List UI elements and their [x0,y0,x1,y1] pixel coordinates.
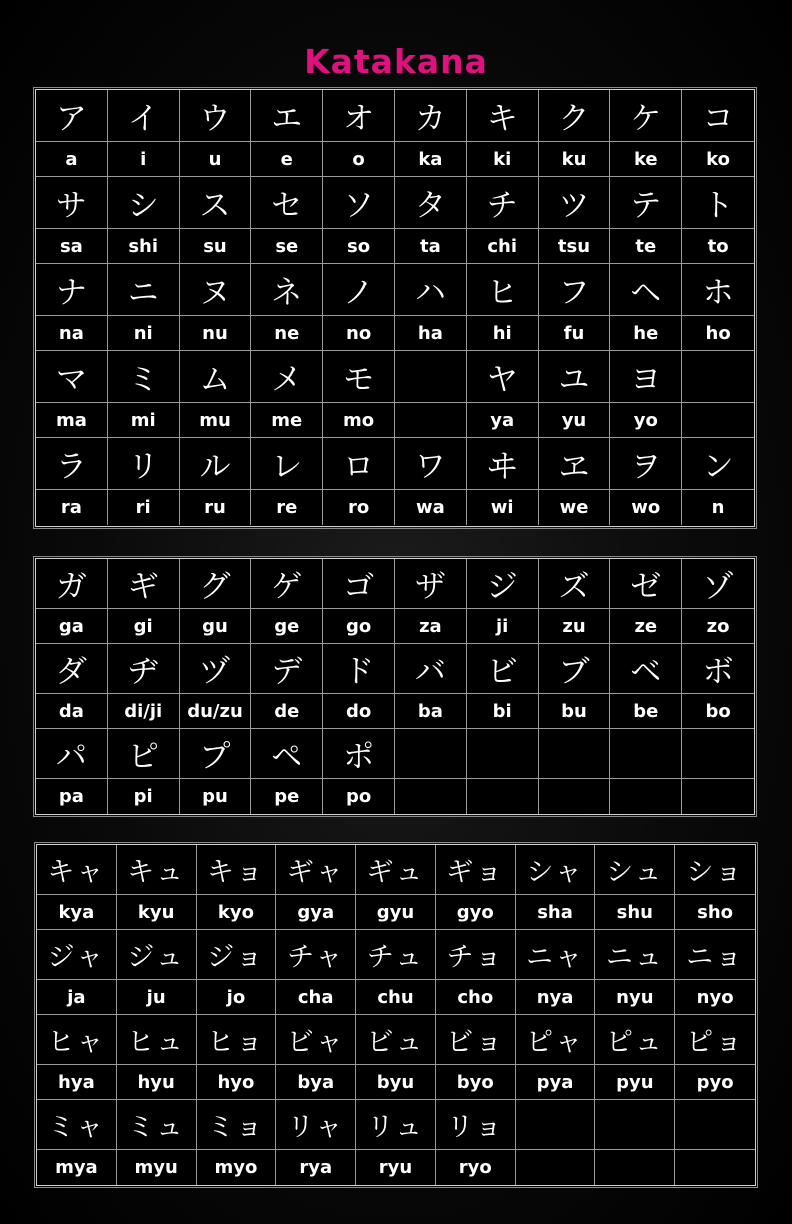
kana-cell: ヅ [180,644,252,694]
kana-cell: ヒュ [117,1015,197,1065]
kana-cell: ン [682,438,754,490]
kana-cell: リョ [436,1100,516,1150]
kana-cell: ヒ [467,264,539,316]
romaji-cell: hyo [197,1065,277,1100]
kana-cell: テ [610,177,682,229]
kana-cell: ヲ [610,438,682,490]
kana-cell: シュ [595,845,675,895]
romaji-cell: bi [467,694,539,729]
kana-cell: ヰ [467,438,539,490]
kana-cell: ビュ [356,1015,436,1065]
kana-cell: エ [251,90,323,142]
kana-cell: ゼ [610,559,682,609]
romaji-cell: hyu [117,1065,197,1100]
romaji-cell: pyo [675,1065,755,1100]
kana-cell: ツ [539,177,611,229]
romaji-cell: chu [356,980,436,1015]
kana-cell: プ [180,729,252,779]
romaji-cell: ji [467,609,539,644]
kana-cell: ピ [108,729,180,779]
kana-cell: ポ [323,729,395,779]
kana-cell: ジ [467,559,539,609]
kana-cell: ギュ [356,845,436,895]
kana-cell: ヱ [539,438,611,490]
kana-cell: ネ [251,264,323,316]
romaji-cell: ma [36,403,108,438]
kana-cell: ミ [108,351,180,403]
romaji-cell: kyu [117,895,197,930]
kana-cell: ヒャ [37,1015,117,1065]
kana-cell: ギャ [276,845,356,895]
kana-cell: キュ [117,845,197,895]
romaji-cell: tsu [539,229,611,264]
kana-cell: イ [108,90,180,142]
romaji-cell: shi [108,229,180,264]
kana-cell: ニャ [516,930,596,980]
kana-cell: ザ [395,559,467,609]
kana-cell: ショ [675,845,755,895]
kana-cell: ガ [36,559,108,609]
kana-cell: チ [467,177,539,229]
kana-cell: ピュ [595,1015,675,1065]
romaji-cell: bo [682,694,754,729]
romaji-cell: ge [251,609,323,644]
kana-cell: ゴ [323,559,395,609]
kana-cell: ズ [539,559,611,609]
kana-cell: カ [395,90,467,142]
kana-cell: コ [682,90,754,142]
romaji-cell: sa [36,229,108,264]
romaji-cell: se [251,229,323,264]
romaji-cell [467,779,539,814]
kana-cell: ノ [323,264,395,316]
romaji-cell: wi [467,490,539,525]
kana-cell: キ [467,90,539,142]
romaji-cell: byu [356,1065,436,1100]
kana-cell: レ [251,438,323,490]
romaji-cell: na [36,316,108,351]
kana-cell: ヒョ [197,1015,277,1065]
kana-cell: ヘ [610,264,682,316]
romaji-cell: ha [395,316,467,351]
romaji-cell: yo [610,403,682,438]
romaji-cell: rya [276,1150,356,1185]
kana-cell: バ [395,644,467,694]
kana-cell: パ [36,729,108,779]
kana-cell: ケ [610,90,682,142]
romaji-cell: pe [251,779,323,814]
kana-cell: ナ [36,264,108,316]
romaji-cell [395,779,467,814]
romaji-cell: pa [36,779,108,814]
romaji-cell: i [108,142,180,177]
romaji-cell: ja [37,980,117,1015]
romaji-cell: kya [37,895,117,930]
romaji-cell: ni [108,316,180,351]
kana-cell: ニュ [595,930,675,980]
kana-cell: ビョ [436,1015,516,1065]
romaji-cell: no [323,316,395,351]
romaji-cell: da [36,694,108,729]
kana-cell: ボ [682,644,754,694]
kana-cell: メ [251,351,323,403]
romaji-cell: ho [682,316,754,351]
romaji-cell [595,1150,675,1185]
kana-cell: グ [180,559,252,609]
romaji-cell: ryu [356,1150,436,1185]
kana-cell: サ [36,177,108,229]
romaji-cell: nya [516,980,596,1015]
kana-cell: デ [251,644,323,694]
voiced-katakana-table [35,558,755,815]
romaji-cell: hi [467,316,539,351]
kana-cell: オ [323,90,395,142]
kana-cell: リュ [356,1100,436,1150]
romaji-cell: re [251,490,323,525]
romaji-cell: e [251,142,323,177]
romaji-cell: jo [197,980,277,1015]
kana-cell: シ [108,177,180,229]
romaji-cell: gi [108,609,180,644]
kana-cell: ジョ [197,930,277,980]
kana-cell: ク [539,90,611,142]
romaji-cell: myo [197,1150,277,1185]
romaji-cell: te [610,229,682,264]
romaji-cell: kyo [197,895,277,930]
romaji-cell: go [323,609,395,644]
kana-cell: ビャ [276,1015,356,1065]
romaji-cell: we [539,490,611,525]
romaji-cell: to [682,229,754,264]
romaji-cell: byo [436,1065,516,1100]
kana-cell: フ [539,264,611,316]
kana-cell [595,1100,675,1150]
kana-cell: ユ [539,351,611,403]
romaji-cell: ri [108,490,180,525]
kana-cell: ペ [251,729,323,779]
romaji-cell: su [180,229,252,264]
romaji-cell: be [610,694,682,729]
romaji-cell: yu [539,403,611,438]
kana-cell: モ [323,351,395,403]
romaji-cell: mo [323,403,395,438]
kana-cell: ル [180,438,252,490]
kana-cell [516,1100,596,1150]
romaji-cell: zo [682,609,754,644]
kana-cell: ヂ [108,644,180,694]
romaji-cell: ba [395,694,467,729]
romaji-cell: wa [395,490,467,525]
romaji-cell: pyu [595,1065,675,1100]
kana-cell: ラ [36,438,108,490]
kana-cell: ス [180,177,252,229]
kana-cell: ビ [467,644,539,694]
romaji-cell: ko [682,142,754,177]
kana-cell: ワ [395,438,467,490]
kana-cell: ミュ [117,1100,197,1150]
romaji-cell [682,403,754,438]
romaji-cell: ta [395,229,467,264]
romaji-cell: ze [610,609,682,644]
romaji-cell [682,779,754,814]
romaji-cell: cha [276,980,356,1015]
romaji-cell: bu [539,694,611,729]
romaji-cell: ju [117,980,197,1015]
kana-cell: タ [395,177,467,229]
romaji-cell: chi [467,229,539,264]
basic-katakana-table [35,89,755,527]
romaji-cell [675,1150,755,1185]
kana-cell [682,351,754,403]
romaji-cell: nyu [595,980,675,1015]
kana-cell: ブ [539,644,611,694]
romaji-cell: ro [323,490,395,525]
romaji-cell: pu [180,779,252,814]
romaji-cell: gyo [436,895,516,930]
romaji-cell: nu [180,316,252,351]
kana-cell: ム [180,351,252,403]
romaji-cell: n [711,497,725,518]
romaji-cell: wo [610,490,682,525]
romaji-cell: so [323,229,395,264]
romaji-cell: o [323,142,395,177]
romaji-cell: zu [539,609,611,644]
kana-cell: セ [251,177,323,229]
kana-cell: チョ [436,930,516,980]
kana-cell: チャ [276,930,356,980]
romaji-cell: gyu [356,895,436,930]
kana-cell [610,729,682,779]
romaji-cell: di/ji [108,694,180,729]
kana-cell: ピャ [516,1015,596,1065]
kana-cell: ダ [36,644,108,694]
romaji-cell: mya [37,1150,117,1185]
kana-cell [539,729,611,779]
kana-cell: ソ [323,177,395,229]
romaji-cell: du/zu [180,694,252,729]
kana-cell [682,729,754,779]
kana-cell: ウ [180,90,252,142]
kana-cell: ニョ [675,930,755,980]
romaji-cell: do [323,694,395,729]
kana-cell: キョ [197,845,277,895]
romaji-cell: gya [276,895,356,930]
kana-cell: リ [108,438,180,490]
kana-cell: ゾ [682,559,754,609]
kana-cell: ベ [610,644,682,694]
romaji-cell: ki [467,142,539,177]
romaji-cell: fu [539,316,611,351]
romaji-cell: sha [516,895,596,930]
kana-cell: マ [36,351,108,403]
romaji-cell: ru [180,490,252,525]
kana-cell: ミャ [37,1100,117,1150]
kana-cell: ギ [108,559,180,609]
romaji-cell: hya [37,1065,117,1100]
romaji-cell: ka [395,142,467,177]
kana-cell: シャ [516,845,596,895]
kana-cell: ニ [108,264,180,316]
kana-cell [395,729,467,779]
romaji-cell: myu [117,1150,197,1185]
romaji-cell: ra [36,490,108,525]
romaji-cell: ga [36,609,108,644]
romaji-cell: u [180,142,252,177]
romaji-cell: gu [180,609,252,644]
romaji-cell: ya [467,403,539,438]
kana-cell: ホ [682,264,754,316]
romaji-cell: ne [251,316,323,351]
romaji-cell: pi [108,779,180,814]
kana-cell: ト [682,177,754,229]
romaji-cell [539,779,611,814]
romaji-cell: bya [276,1065,356,1100]
romaji-cell: pya [516,1065,596,1100]
combination-katakana-table [36,844,756,1186]
kana-cell [675,1100,755,1150]
kana-cell: ド [323,644,395,694]
romaji-cell: shu [595,895,675,930]
kana-cell: ハ [395,264,467,316]
romaji-cell: me [251,403,323,438]
romaji-cell: cho [436,980,516,1015]
romaji-cell [610,779,682,814]
romaji-cell: he [610,316,682,351]
romaji-cell: sho [675,895,755,930]
kana-cell: ア [36,90,108,142]
kana-cell: ジュ [117,930,197,980]
romaji-cell: po [323,779,395,814]
romaji-cell: a [36,142,108,177]
romaji-cell: ke [610,142,682,177]
kana-cell: ジャ [37,930,117,980]
romaji-cell: mi [108,403,180,438]
romaji-cell: ryo [436,1150,516,1185]
kana-cell: ピョ [675,1015,755,1065]
kana-cell: リャ [276,1100,356,1150]
romaji-cell [516,1150,596,1185]
kana-cell: キャ [37,845,117,895]
kana-cell: ヨ [610,351,682,403]
kana-cell [467,729,539,779]
kana-cell: ギョ [436,845,516,895]
kana-cell: チュ [356,930,436,980]
romaji-cell [395,403,467,438]
kana-cell: ロ [323,438,395,490]
romaji-cell: mu [180,403,252,438]
kana-cell: ヌ [180,264,252,316]
romaji-cell: nyo [675,980,755,1015]
kana-cell: ヤ [467,351,539,403]
romaji-cell: za [395,609,467,644]
page-title: Katakana [304,42,488,81]
romaji-cell: de [251,694,323,729]
kana-cell: ゲ [251,559,323,609]
romaji-cell: ku [539,142,611,177]
kana-cell: ミョ [197,1100,277,1150]
kana-cell [395,351,467,403]
